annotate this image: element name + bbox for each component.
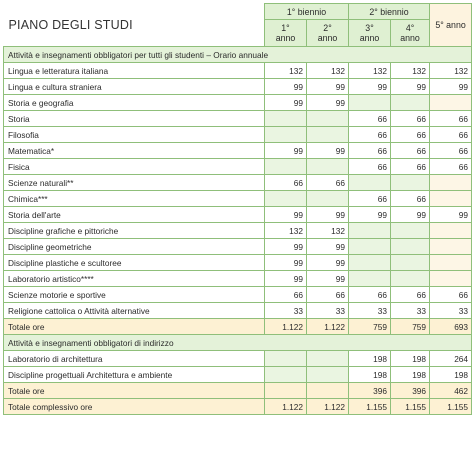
table-row-value-year-4	[391, 239, 430, 255]
header-year-3	[349, 20, 391, 47]
header-year-4-word: anno	[400, 33, 420, 43]
table-row-value-year-4: 132	[391, 63, 430, 79]
header-year-1-num: 1°	[281, 23, 290, 33]
total-row-specific-value-year-5: 462	[430, 383, 472, 399]
table-row-value-year-3: 198	[349, 351, 391, 367]
table-row-value-year-4	[391, 175, 430, 191]
table-row-value-year-2	[307, 351, 349, 367]
table-row-value-year-5	[430, 255, 472, 271]
table-row-value-year-1	[265, 351, 307, 367]
table-row-value-year-1: 99	[265, 271, 307, 287]
table-row	[4, 191, 472, 207]
total-row-common-value-year-1: 1.122	[265, 319, 307, 335]
grand-total-row	[4, 399, 472, 415]
table-row-value-year-3: 66	[349, 191, 391, 207]
header-year-4	[391, 20, 430, 47]
table-row-label: Scienze motorie e sportive	[4, 287, 265, 303]
table-row-value-year-2: 99	[307, 207, 349, 223]
table-row-value-year-2: 132	[307, 63, 349, 79]
table-row-value-year-4: 66	[391, 287, 430, 303]
header-year-1-word: anno	[275, 33, 296, 43]
table-row-label: Laboratorio artistico****	[4, 271, 265, 287]
table-row-value-year-4: 198	[391, 351, 430, 367]
table-row-value-year-1	[265, 367, 307, 383]
table-row-value-year-3: 66	[349, 143, 391, 159]
header-year-5: 5° anno	[430, 4, 472, 47]
table-row-value-year-3: 132	[349, 63, 391, 79]
table-row	[4, 175, 472, 191]
total-row-common-value-year-3: 759	[349, 319, 391, 335]
table-row	[4, 223, 472, 239]
table-row-value-year-5: 66	[430, 111, 472, 127]
total-row-specific-value-year-3: 396	[349, 383, 391, 399]
table-row-value-year-4: 33	[391, 303, 430, 319]
table-row	[4, 303, 472, 319]
grand-total-row-value-year-3: 1.155	[349, 399, 391, 415]
section-specific-title: Attività e insegnamenti obbligatori di indirizzo	[4, 335, 472, 351]
table-row-value-year-1: 99	[265, 255, 307, 271]
table-row	[4, 63, 472, 79]
total-row-common	[4, 319, 472, 335]
header-second-biennium: 2° biennio	[349, 4, 430, 20]
total-row-common-label: Totale ore	[4, 319, 265, 335]
table-row	[4, 79, 472, 95]
table-row-label: Discipline grafiche e pittoriche	[4, 223, 265, 239]
table-row-value-year-4: 99	[391, 207, 430, 223]
table-row-value-year-2	[307, 159, 349, 175]
total-row-common-value-year-4: 759	[391, 319, 430, 335]
header-year-2-num: 2°	[323, 23, 332, 33]
table-row-label: Chimica***	[4, 191, 265, 207]
table-row	[4, 351, 472, 367]
table-row-value-year-5: 132	[430, 63, 472, 79]
total-row-specific-label: Totale ore	[4, 383, 265, 399]
total-row-specific-value-year-4: 396	[391, 383, 430, 399]
table-row-value-year-1: 33	[265, 303, 307, 319]
table-row	[4, 239, 472, 255]
table-row-value-year-2	[307, 111, 349, 127]
table-row-value-year-5: 33	[430, 303, 472, 319]
table-row-value-year-4	[391, 223, 430, 239]
table-row-value-year-3	[349, 271, 391, 287]
table-row-value-year-1: 99	[265, 79, 307, 95]
table-row-label: Religione cattolica o Attività alternative	[4, 303, 265, 319]
table-row-label: Storia	[4, 111, 265, 127]
grand-total-row-label: Totale complessivo ore	[4, 399, 265, 415]
table-row-value-year-2: 66	[307, 175, 349, 191]
table-row-value-year-5: 66	[430, 143, 472, 159]
section-common	[4, 47, 472, 63]
table-row-value-year-3	[349, 175, 391, 191]
table-row-value-year-2	[307, 127, 349, 143]
table-row-value-year-4: 66	[391, 127, 430, 143]
table-row-label: Matematica*	[4, 143, 265, 159]
table-row-value-year-2	[307, 367, 349, 383]
table-row-value-year-2	[307, 191, 349, 207]
table-row	[4, 367, 472, 383]
table-row	[4, 159, 472, 175]
table-row-value-year-1: 132	[265, 63, 307, 79]
table-row-value-year-1: 99	[265, 143, 307, 159]
table-row-value-year-1: 66	[265, 175, 307, 191]
table-row-value-year-4: 66	[391, 159, 430, 175]
table-row	[4, 143, 472, 159]
page-title: PIANO DEGLI STUDI	[4, 4, 265, 47]
table-row-label: Lingua e cultura straniera	[4, 79, 265, 95]
table-row-value-year-5: 66	[430, 159, 472, 175]
table-row-value-year-3: 66	[349, 127, 391, 143]
table-row-value-year-4: 66	[391, 143, 430, 159]
table-row-value-year-4	[391, 271, 430, 287]
table-row-value-year-2: 99	[307, 79, 349, 95]
table-row-value-year-5	[430, 239, 472, 255]
grand-total-row-value-year-2: 1.122	[307, 399, 349, 415]
table-row-value-year-4	[391, 95, 430, 111]
table-row-value-year-4	[391, 255, 430, 271]
header-year-2	[307, 20, 349, 47]
section-common-title: Attività e insegnamenti obbligatori per tutti gli studenti – Orario annuale	[4, 47, 472, 63]
table-row-value-year-5	[430, 271, 472, 287]
total-row-common-value-year-5: 693	[430, 319, 472, 335]
table-row-value-year-3	[349, 95, 391, 111]
header-first-biennium: 1° biennio	[265, 4, 349, 20]
header-year-1	[265, 20, 307, 47]
grand-total-row-value-year-5: 1.155	[430, 399, 472, 415]
table-row-value-year-3	[349, 255, 391, 271]
header-year-4-num: 4°	[405, 23, 415, 33]
table-row-value-year-5	[430, 175, 472, 191]
table-row-label: Discipline geometriche	[4, 239, 265, 255]
table-row-label: Storia e geografia	[4, 95, 265, 111]
table-row-label: Fisica	[4, 159, 265, 175]
header-year-3-word: anno	[359, 33, 380, 43]
table-row-value-year-3: 33	[349, 303, 391, 319]
table-row-value-year-1	[265, 159, 307, 175]
table-row-label: Discipline progettuali Architettura e ambiente	[4, 367, 265, 383]
table-row-value-year-1: 132	[265, 223, 307, 239]
grand-total-row-value-year-1: 1.122	[265, 399, 307, 415]
table-row-value-year-5	[430, 223, 472, 239]
table-row-value-year-1: 99	[265, 95, 307, 111]
grand-total-row-value-year-4: 1.155	[391, 399, 430, 415]
table-row-label: Filosofia	[4, 127, 265, 143]
table-row-value-year-2: 66	[307, 287, 349, 303]
table-row-value-year-3: 66	[349, 159, 391, 175]
table-row	[4, 111, 472, 127]
table-row-value-year-5: 264	[430, 351, 472, 367]
table-row-value-year-2: 132	[307, 223, 349, 239]
table-row-value-year-5	[430, 191, 472, 207]
table-row-value-year-2: 99	[307, 255, 349, 271]
header-year-2-word: anno	[317, 33, 338, 43]
total-row-specific-value-year-1	[265, 383, 307, 399]
table-row	[4, 255, 472, 271]
table-row-label: Storia dell'arte	[4, 207, 265, 223]
table-row-label: Lingua e letteratura italiana	[4, 63, 265, 79]
table-row	[4, 207, 472, 223]
table-row	[4, 271, 472, 287]
table-row-value-year-1	[265, 191, 307, 207]
table-row-value-year-5: 66	[430, 287, 472, 303]
table-row-value-year-5: 99	[430, 207, 472, 223]
table-row-label: Scienze naturali**	[4, 175, 265, 191]
table-row-value-year-2: 99	[307, 95, 349, 111]
table-row-value-year-3: 66	[349, 111, 391, 127]
total-row-common-value-year-2: 1.122	[307, 319, 349, 335]
table-row-value-year-2: 99	[307, 271, 349, 287]
table-row-value-year-1: 99	[265, 239, 307, 255]
table-row-value-year-3: 99	[349, 207, 391, 223]
study-plan-table	[3, 3, 472, 415]
total-row-specific-value-year-2	[307, 383, 349, 399]
study-plan	[3, 3, 471, 415]
table-row-value-year-4: 66	[391, 111, 430, 127]
table-row-value-year-2: 99	[307, 143, 349, 159]
table-row-value-year-3	[349, 239, 391, 255]
table-row-value-year-2: 33	[307, 303, 349, 319]
table-row-value-year-1	[265, 111, 307, 127]
table-row-value-year-1: 99	[265, 207, 307, 223]
table-row-value-year-1	[265, 127, 307, 143]
table-row	[4, 127, 472, 143]
header-year-3-num: 3°	[365, 23, 374, 33]
table-row-label: Discipline plastiche e scultoree	[4, 255, 265, 271]
header-row-groups	[4, 4, 472, 20]
table-row-value-year-5	[430, 95, 472, 111]
table-body	[4, 47, 472, 415]
table-row-value-year-3: 198	[349, 367, 391, 383]
table-row-value-year-3	[349, 223, 391, 239]
section-specific	[4, 335, 472, 351]
table-row-value-year-5: 198	[430, 367, 472, 383]
table-row-value-year-1: 66	[265, 287, 307, 303]
table-row-value-year-4: 99	[391, 79, 430, 95]
table-row-value-year-5: 66	[430, 127, 472, 143]
table-row-label: Laboratorio di architettura	[4, 351, 265, 367]
table-row-value-year-3: 66	[349, 287, 391, 303]
table-row	[4, 287, 472, 303]
table-row-value-year-4: 66	[391, 191, 430, 207]
table-row-value-year-2: 99	[307, 239, 349, 255]
table-row-value-year-4: 198	[391, 367, 430, 383]
total-row-specific	[4, 383, 472, 399]
table-row-value-year-5: 99	[430, 79, 472, 95]
table-row	[4, 95, 472, 111]
table-row-value-year-3: 99	[349, 79, 391, 95]
